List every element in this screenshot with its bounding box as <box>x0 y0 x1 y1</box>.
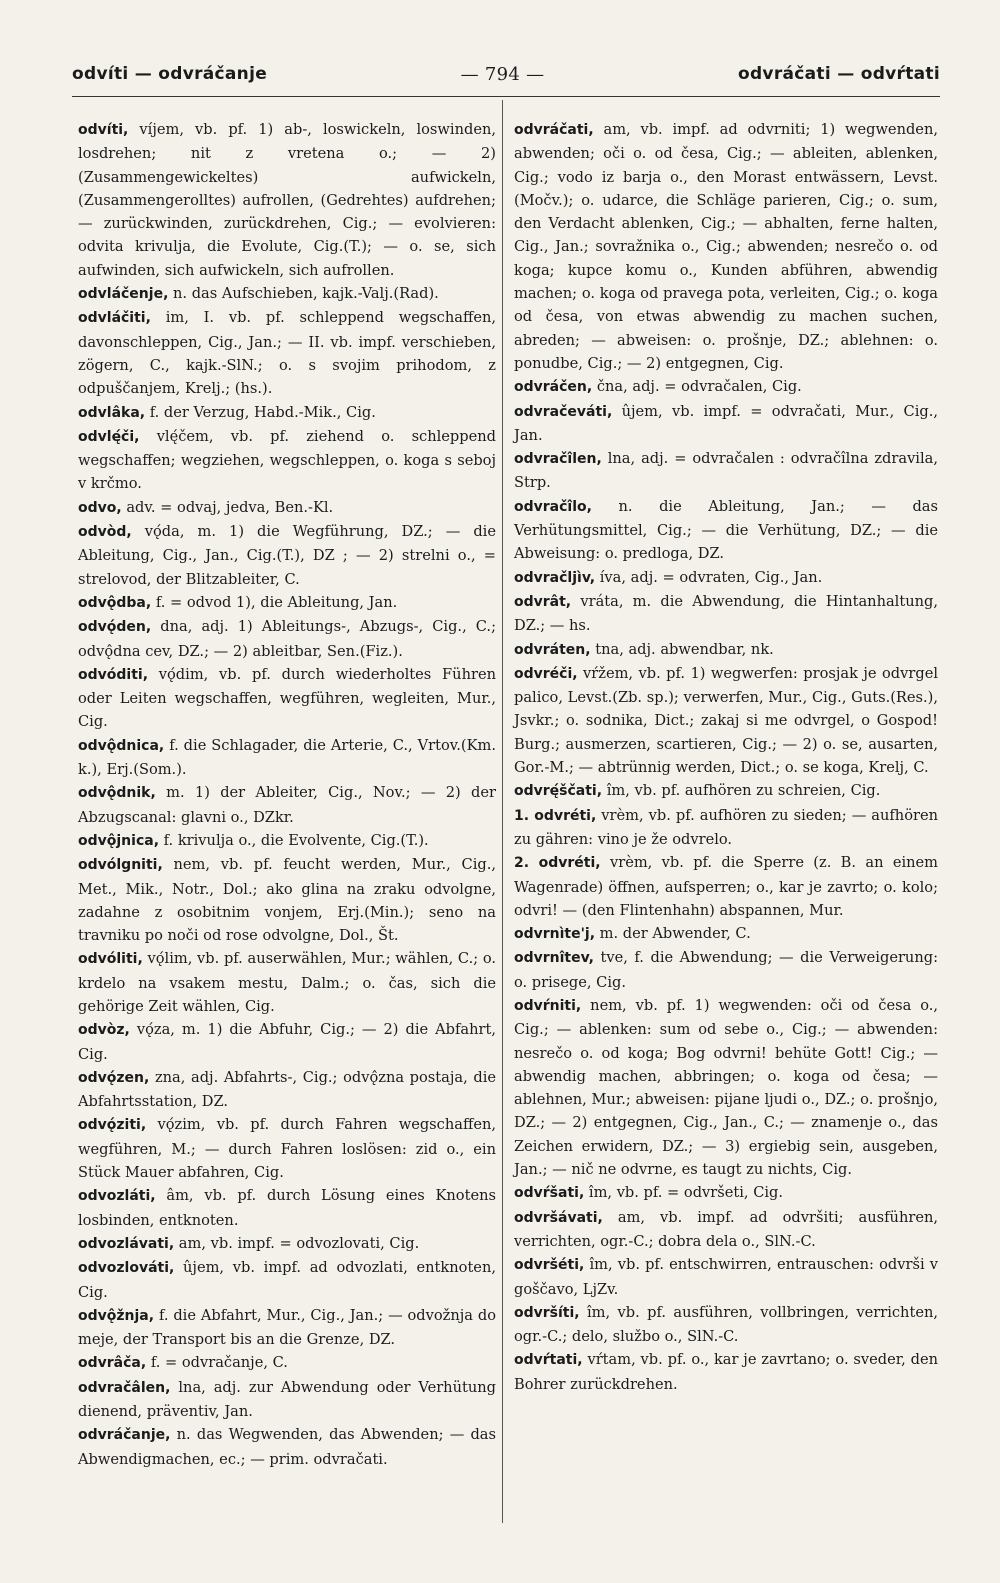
entry-definition: vǫ́dim, vb. pf. durch wiederholtes Führen oder Leiten wegschaffen, wegführen, wegleiten, Mur., Cig. <box>78 665 496 731</box>
entry-headword: odvlę́či, <box>78 428 140 445</box>
entry-definition: f. der Verzug, Habd.-Mik., Cig. <box>145 403 376 421</box>
entry-headword: odvŕniti, <box>514 997 582 1014</box>
entry-headword: odvǫ̂dnica, <box>78 737 165 754</box>
entry-headword: odvrę́ščati, <box>514 783 603 800</box>
entry-definition: n. das Aufschieben, kajk.-Valj.(Rad). <box>168 285 439 303</box>
dictionary-entry <box>514 662 938 779</box>
entry-headword: odvǫ́zen, <box>78 1069 150 1086</box>
dictionary-entry <box>78 520 496 591</box>
entry-headword: odvǫ́ziti, <box>78 1117 147 1134</box>
dictionary-entry <box>514 400 938 448</box>
entry-headword: odvíti, <box>78 122 129 138</box>
entry-definition: f. die Schlagader, die Arterie, C., Vrtov.(Km. k.), Erj.(Som.). <box>78 736 496 779</box>
dictionary-entry <box>514 495 938 566</box>
entry-headword: odvozlováti, <box>78 1260 175 1277</box>
dictionary-entry <box>514 1206 938 1254</box>
entry-headword: odvǫ́den, <box>78 619 152 636</box>
dictionary-entry <box>514 375 938 399</box>
entry-definition: îm, vb. pf. entschwirren, entrauschen: odvrši v goščavo, LjZv. <box>514 1256 938 1298</box>
entry-headword: odvǫ̂dba, <box>78 594 152 611</box>
dictionary-entry <box>78 1304 496 1352</box>
entry-headword: odvráčen, <box>514 379 593 396</box>
entry-definition: nem, vb. pf. feucht werden, Mur., Cig., Met., Mik., Notr., Dol.; ako glina na zraku odvolgne, zadahne z osobitnim vonjem, Erj.(Min.); seno na travniku po noči od rose odvolgne, Dol., Št. <box>78 856 496 945</box>
entry-headword: odvršéti, <box>514 1257 585 1274</box>
entry-headword: odvǫ̂dnik, <box>78 785 156 802</box>
dictionary-entry <box>78 947 496 1018</box>
dictionary-entry <box>78 1351 496 1375</box>
dictionary-entry <box>78 1066 496 1114</box>
entry-definition: n. das Wegwenden, das Abwenden; — das Abwendigmachen, ec.; — prim. odvračati. <box>78 1426 496 1468</box>
dictionary-entry <box>514 590 938 638</box>
column-divider <box>502 100 503 1523</box>
entry-definition: ûjem, vb. impf. ad odvozlati, entknoten, Cig. <box>78 1259 496 1301</box>
entry-definition: tve, f. die Abwendung; — die Verweigerung: o. prisege, Cig. <box>514 949 938 991</box>
left-column <box>78 118 496 1471</box>
entry-definition: íva, adj. = odvraten, Cig., Jan. <box>595 568 823 586</box>
entry-definition: vŕžem, vb. pf. 1) wegwerfen: prosjak je odvrgel palico, Levst.(Zb. sp.); verwerfen, Mur., Cig., Guts.(Res.), Jsvkr.; o. sodnika, Dict.; zakaj si me odvrgel, o Gospod! Burg.; ausmerzen, scartieren, Cig.; — 2) o. se, ausarten, Gor.-M.; — abtrünnig werden, Dict.; o. se koga, Krelj, C. <box>514 664 938 777</box>
dictionary-entry <box>78 853 496 947</box>
dictionary-entry <box>514 994 938 1181</box>
entry-definition: ûjem, vb. impf. = odvračati, Mur., Cig., Jan. <box>514 402 938 444</box>
dictionary-entry <box>78 1232 496 1256</box>
dictionary-entry <box>78 1256 496 1304</box>
dictionary-entry <box>78 1184 496 1232</box>
dictionary-entry <box>514 1253 938 1301</box>
entry-definition: lna, adj. zur Abwendung oder Verhütung dienend, präventiv, Jan. <box>78 1378 496 1421</box>
entry-headword: odvòd, <box>78 524 132 541</box>
entry-headword: 1. odvréti, <box>514 807 597 824</box>
entry-headword: odvòz, <box>78 1022 130 1039</box>
entry-definition: f. krivulja o., die Evolvente, Cig.(T.). <box>159 831 429 849</box>
dictionary-entry <box>78 282 496 306</box>
entry-definition: îm, vb. pf. ausführen, vollbringen, verrichten, ogr.-C.; delo, službo o., SlN.-C. <box>514 1303 938 1346</box>
entry-headword: odvračâlen, <box>78 1379 171 1396</box>
entry-definition: âm, vb. pf. durch Lösung eines Knotens losbinden, entknoten. <box>78 1187 496 1229</box>
entry-headword: odvračîlo, <box>514 498 592 515</box>
entry-definition: vrèm, vb. pf. aufhören zu sieden; — aufhören zu gähren: vino je že odvrelo. <box>514 806 938 848</box>
entry-definition: nem, vb. pf. 1) wegwenden: oči od česa o., Cig.; — ablenken: sum od sebe o., Cig.; — abwenden: nesrečo o. od koga; Bog odvrni! behüte Gott! Cig.; — abwendig machen, abbringen; o. koga od česa; — ablehnen, Mur.; abweisen: pijane ljudi o., DZ.; o. prošnjo, DZ.; — 2) entgegnen, Cig., Jan., C.; — znamenje o., das Zeichen erwidern, DZ.; — 3) ergiebig sein, ausgeben, Jan.; — nič ne odvrne, es taugt zu nichts, Cig. <box>514 996 938 1179</box>
page-number: — 794 — <box>460 63 545 85</box>
dictionary-entry <box>514 804 938 852</box>
entry-definition: îm, vb. pf. aufhören zu schreien, Cig. <box>602 782 881 800</box>
dictionary-entry <box>78 401 496 425</box>
entry-headword: odvláčiti, <box>78 310 151 327</box>
entry-headword: odvráčati, <box>514 122 594 138</box>
entry-headword: odvláčenje, <box>78 286 169 303</box>
dictionary-entry <box>514 779 938 803</box>
entry-definition: vǫ́za, m. 1) die Abfuhr, Cig.; — 2) die Abfahrt, Cig. <box>78 1021 496 1063</box>
entry-definition: am, vb. impf. ad odvršiti; ausführen, verrichten, ogr.-C.; dobra dela o., SlN.-C. <box>514 1208 938 1250</box>
dictionary-entry <box>514 922 938 946</box>
dictionary-entry <box>78 734 496 782</box>
entry-definition: vlę́čem, vb. pf. ziehend o. schleppend wegschaffen; wegziehen, wegschleppen, o. koga s seboj v krčmo. <box>78 427 496 493</box>
entry-definition: lna, adj. = odvračalen : odvračîlna zdravila, Strp. <box>514 450 938 492</box>
dictionary-entry <box>514 566 938 590</box>
entry-headword: odvŕtati, <box>514 1352 583 1369</box>
dictionary-entry <box>78 496 496 520</box>
entry-headword: odvršávati, <box>514 1209 603 1226</box>
entry-definition: vŕtam, vb. pf. o., kar je zavrtano; o. sveder, den Bohrer zurückdrehen. <box>514 1351 938 1393</box>
dictionary-entry <box>78 829 496 853</box>
entry-definition: vǫ́lim, vb. pf. auserwählen, Mur.; wählen, C.; o. krdelo na vsakem mestu, Dalm.; o. čas, sich die gehörige Zeit wählen, Cig. <box>78 950 496 1015</box>
dictionary-entry <box>514 118 938 375</box>
entry-definition: f. = odvračanje, C. <box>146 1354 288 1372</box>
entry-headword: odvrât, <box>514 593 572 610</box>
entry-definition: f. die Abfahrt, Mur., Cig., Jan.; — odvožnja do meje, der Transport bis an die Grenze, DZ. <box>78 1306 496 1349</box>
entry-headword: odvrnîtev, <box>514 950 594 967</box>
entry-definition: f. = odvod 1), die Ableitung, Jan. <box>151 593 398 611</box>
entry-headword: odvozlávati, <box>78 1235 175 1252</box>
entry-definition: n. die Ableitung, Jan.; — das Verhütungsmittel, Cig.; — die Verhütung, DZ.; — die Abweisung: o. predloga, DZ. <box>514 497 938 563</box>
entry-definition: víjem, vb. pf. 1) ab-, loswickeln, loswinden, losdrehen; nit z vretena o.; — 2) (Zusammengewickeltes) aufwickeln, (Zusammengerolltes) aufrollen, (Gedrehtes) aufdrehen; — zurückwinden, zurückdrehen, Cig.; — evolvieren: odvita krivulja, die Evolute, Cig.(T.); — o. se, sich aufwinden, sich aufwickeln, sich aufrollen. <box>78 121 496 279</box>
header-rule <box>72 96 940 97</box>
entry-headword: odvǫ̂jnica, <box>78 832 160 849</box>
page-header <box>72 54 940 94</box>
entry-headword: odvǫ̂žnja, <box>78 1307 155 1324</box>
entry-headword: odvršíti, <box>514 1304 580 1321</box>
entry-definition: čna, adj. = odvračalen, Cig. <box>592 378 802 396</box>
dictionary-entry <box>78 1113 496 1184</box>
dictionary-entry <box>514 1181 938 1205</box>
dictionary-entry <box>514 851 938 922</box>
entry-definition: im, I. vb. pf. schleppend wegschaffen, davonschleppen, Cig., Jan.; — II. vb. impf. verschieben, zögern, C., kajk.-SlN.; o. s svojim prihodom, z odpuščanjem, Krelj.; (hs.). <box>78 309 496 398</box>
entry-definition: m. der Abwender, C. <box>595 925 751 943</box>
entry-definition: zna, adj. Abfahrts-, Cig.; odvǫ̂zna postaja, die Abfahrtsstation, DZ. <box>78 1068 496 1111</box>
dictionary-entry <box>78 306 496 400</box>
dictionary-entry <box>78 615 496 663</box>
dictionary-entry <box>78 781 496 829</box>
entry-headword: odvréči, <box>514 665 578 682</box>
entry-definition: am, vb. impf. ad odvrniti; 1) wegwenden, abwenden; oči o. od česa, Cig.; — ableiten, ablenken, Cig.; vodo iz barja o., den Morast entwässern, Levst.(Močv.); o. udarce, die Schläge parieren, Cig.; o. sum, den Verdacht ablenken, Cig.; — abhalten, ferne halten, Cig., Jan.; sovražnika o., Cig.; abwenden; nesrečo o. od koga; kupce komu o., Kunden abführen, abwendig machen; o. koga od pravega pota, verleiten, Cig.; o. koga od česa, von etwas abwendig zu machen suchen, abreden; — abweisen: o. prošnje, DZ.; ablehnen: o. ponudbe, Cig.; — 2) entgegnen, Cig. <box>514 121 938 372</box>
dictionary-entry <box>78 1376 496 1424</box>
entry-headword: odvólgniti, <box>78 857 163 874</box>
dictionary-entry <box>514 946 938 994</box>
entry-headword: odvŕšati, <box>514 1185 585 1202</box>
entry-definition: m. 1) der Ableiter, Cig., Nov.; — 2) der Abzugscanal: glavni o., DZkr. <box>78 784 496 826</box>
entry-definition: vǫ́da, m. 1) die Wegführung, DZ.; — die Ableitung, Cig., Jan., Cig.(T.), DZ ; — 2) strelni o., = strelovod, der Blitzableiter, C. <box>78 523 496 588</box>
entry-definition: adv. = odvaj, jedva, Ben.-Kl. <box>121 498 334 516</box>
entry-headword: odvračljìv, <box>514 569 596 586</box>
right-column <box>514 118 938 1396</box>
entry-definition: dna, adj. 1) Ableitungs-, Abzugs-, Cig., C.; odvǫ̂dna cev, DZ.; — 2) ableitbar, Sen.(Fiz.). <box>78 618 496 660</box>
dictionary-entry <box>78 1018 496 1066</box>
entry-definition: tna, adj. abwendbar, nk. <box>590 640 774 658</box>
header-right-guideword: odvráčati — odvŕtati <box>737 64 940 84</box>
entry-headword: odvóliti, <box>78 951 143 968</box>
entry-definition: îm, vb. pf. = odvršeti, Cig. <box>584 1184 784 1202</box>
dictionary-entry <box>78 1423 496 1471</box>
entry-headword: odvóditi, <box>78 666 149 683</box>
dictionary-entry <box>78 663 496 734</box>
entry-headword: odvráten, <box>514 641 591 658</box>
entry-headword: odvráčanje, <box>78 1427 171 1444</box>
entry-headword: odvračeváti, <box>514 403 613 420</box>
dictionary-entry <box>514 1348 938 1396</box>
dictionary-entry <box>78 118 496 282</box>
entry-headword: odvo, <box>78 499 122 516</box>
entry-definition: vrèm, vb. pf. die Sperre (z. B. an einem Wagenrade) öffnen, aufsperren; o., kar je zavrto; o. kolo; odvri! — (den Flintenhahn) abspannen, Mur. <box>514 854 938 919</box>
entry-definition: vráta, m. die Abwendung, die Hintanhaltung, DZ.; — hs. <box>514 592 938 635</box>
dictionary-entry <box>514 638 938 662</box>
entry-headword: odvlâka, <box>78 404 146 421</box>
entry-headword: odvračîlen, <box>514 451 602 468</box>
entry-definition: vǫ́zim, vb. pf. durch Fahren wegschaffen, wegführen, M.; — durch Fahren loslösen: zid o., ein Stück Mauer abfahren, Cig. <box>78 1116 496 1182</box>
entry-headword: odvrnìte'j, <box>514 926 596 943</box>
dictionary-entry <box>514 1301 938 1349</box>
dictionary-entry <box>78 591 496 615</box>
entry-headword: odvozláti, <box>78 1188 156 1205</box>
entry-headword: 2. odvréti, <box>514 855 601 872</box>
dictionary-entry <box>78 425 496 496</box>
entry-headword: odvrâča, <box>78 1355 147 1372</box>
dictionary-entry <box>514 447 938 495</box>
entry-definition: am, vb. impf. = odvozlovati, Cig. <box>174 1234 420 1252</box>
header-left-guideword: odvíti — odvráčanje <box>72 64 268 84</box>
